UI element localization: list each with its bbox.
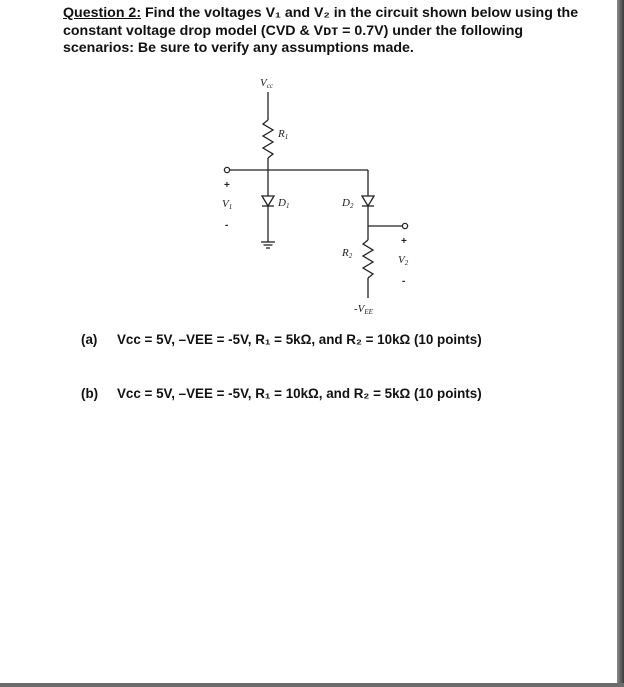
d1-label: D1	[278, 197, 290, 210]
window-edge-right	[617, 0, 624, 687]
d2-label: D2	[342, 197, 354, 210]
v1-label: V1	[222, 198, 233, 211]
v1-minus: -	[225, 220, 229, 231]
window-edge-bottom	[0, 683, 624, 687]
scenario-b-text: Vcc = 5V, –VEE = -5V, R₁ = 10kΩ, and R₂ = 5kΩ (10 points)	[117, 386, 482, 401]
question-body: Find the voltages V₁ and V₂ in the circuit shown below using the constant voltage drop model (CVD & Vᴅᴛ = 0.7V) under the following scenarios: Be sure to verify any assumptions made.	[63, 5, 579, 56]
v2-minus: -	[402, 276, 406, 287]
scenario-a-text: Vcc = 5V, –VEE = -5V, R₁ = 5kΩ, and R₂ = 10kΩ (10 points)	[117, 332, 482, 347]
resistor-r2	[363, 240, 373, 278]
vee-label: -VEE	[354, 303, 373, 316]
diode-d1	[262, 196, 274, 206]
scenario-a-label: (a)	[81, 332, 98, 347]
question-label: Question 2:	[63, 5, 142, 21]
circuit-diagram	[190, 70, 430, 320]
r2-label: R2	[342, 247, 353, 260]
scenario-a	[81, 332, 482, 347]
r1-label: R1	[278, 128, 289, 141]
scenario-b	[81, 386, 482, 401]
question-text	[63, 5, 583, 58]
resistor-r1	[263, 120, 273, 158]
v2-plus: +	[401, 236, 407, 247]
vcc-label: Vcc	[260, 77, 273, 90]
diode-d2	[362, 196, 374, 206]
v2-label: V2	[398, 254, 409, 267]
v2-terminal	[402, 223, 407, 228]
v1-plus: +	[224, 180, 230, 191]
v1-terminal	[224, 167, 229, 172]
scenario-b-label: (b)	[81, 386, 99, 401]
